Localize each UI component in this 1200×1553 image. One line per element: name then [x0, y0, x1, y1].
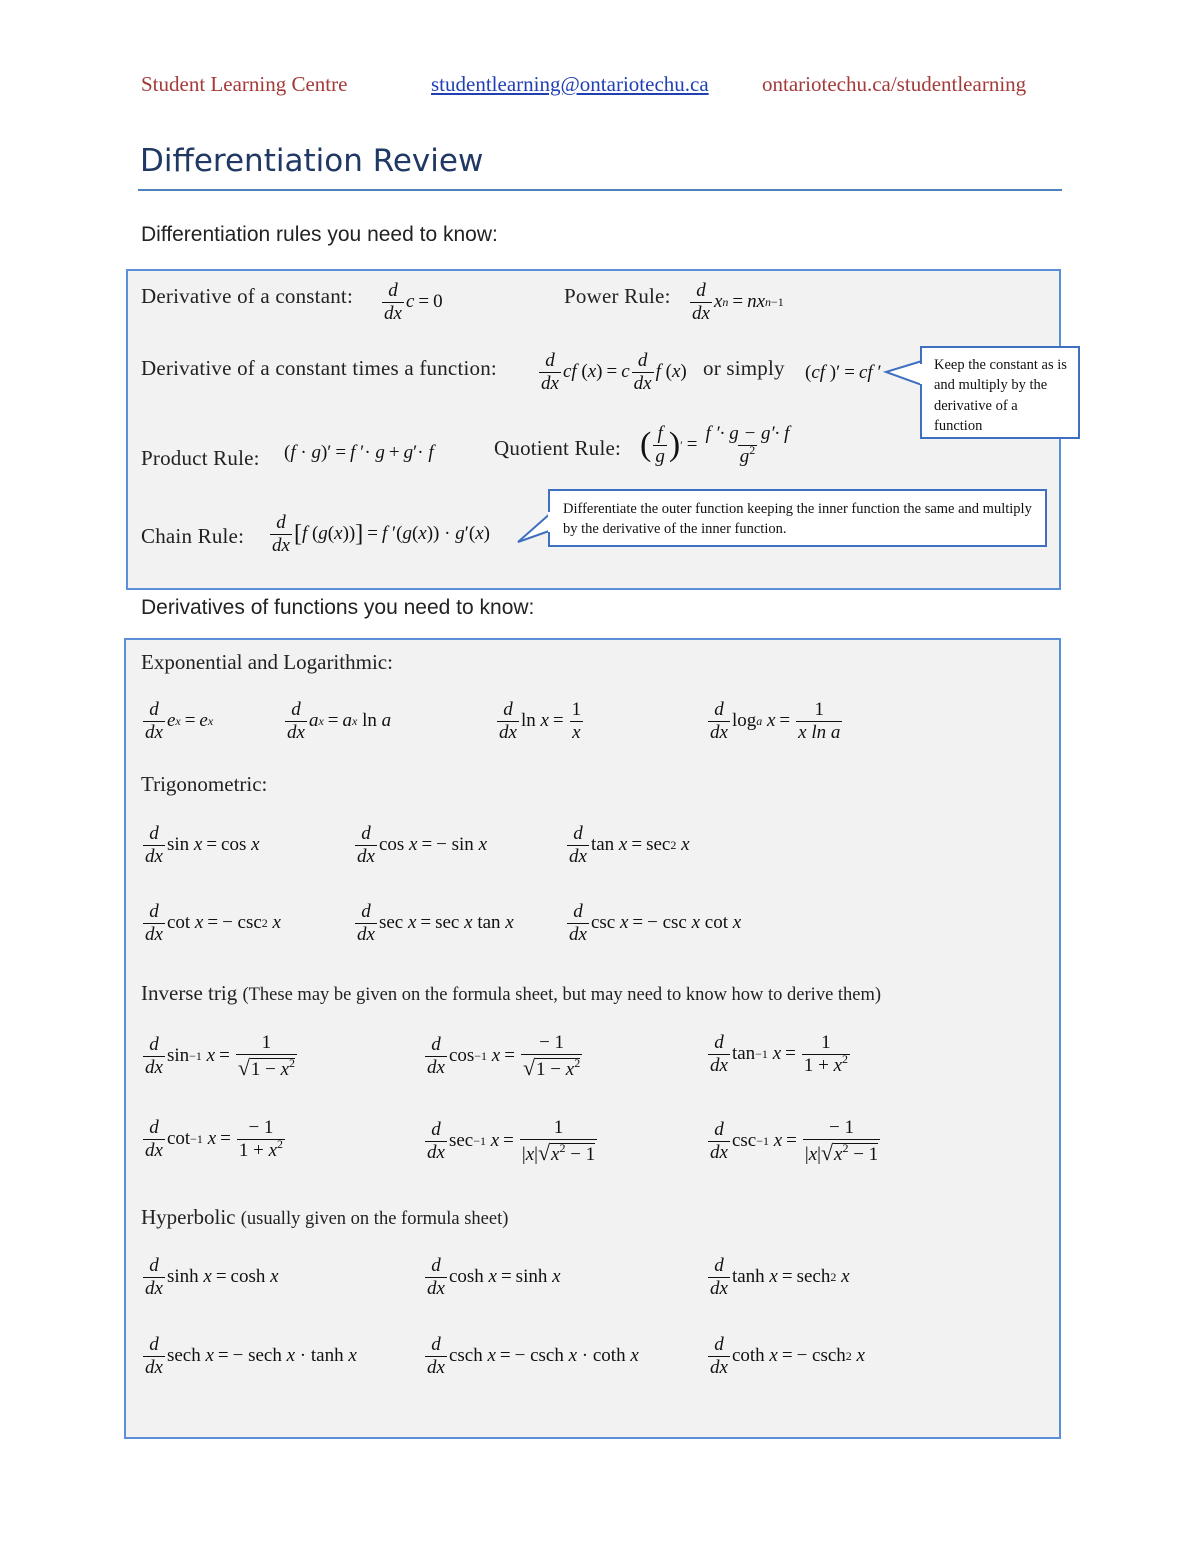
derivative-csc: $\frac{d}{dx}$ csc x = − csc x cot x — [569, 901, 742, 945]
functions-section-label: Derivatives of functions you need to know: — [141, 596, 535, 619]
quotient-rule-formula: ( $\frac{f}{g}$ ) ′ = $\frac{f '\cdot g - g'\cdot f}{g^2}$ — [640, 423, 790, 467]
constant-rule-formula: $\frac{d}{dx}$ c = 0 — [384, 280, 443, 324]
derivative-sin: $\frac{d}{dx}$ sin x = cos x — [145, 823, 260, 867]
derivative-tanh: $\frac{d}{dx}$ tanh x = sech 2 x — [710, 1255, 850, 1299]
derivative-tan: $\frac{d}{dx}$ tan x = sec 2 x — [569, 823, 690, 867]
chain-rule-formula: $\frac{d}{dx}$ [ f ( g ( x )) ] = f ′( g ( x )) · g ′( x ) — [272, 512, 490, 556]
inverse-trig-label: Inverse trig — [141, 981, 238, 1005]
derivative-ln: $\frac{d}{dx}$ ln x = $\frac{1}{x}$ — [499, 699, 582, 743]
rules-section-label: Differentiation rules you need to know: — [141, 223, 498, 246]
product-rule-formula: ( f · g )′ = f ′· g + g ′· f — [284, 442, 434, 463]
derivative-arccsc: $\frac{d}{dx}$ csc −1 x = $\frac{- 1}{|x|√x^2 - 1}$ — [710, 1117, 879, 1165]
derivative-cosh: $\frac{d}{dx}$ cosh x = sinh x — [427, 1255, 561, 1299]
header-website[interactable]: ontariotechu.ca/studentlearning — [762, 72, 1027, 96]
header-email-link[interactable]: studentlearning@ontariotechu.ca — [431, 72, 709, 96]
derivative-cot: $\frac{d}{dx}$ cot x = − csc 2 x — [145, 901, 281, 945]
power-rule-formula: $\frac{d}{dx}$ x n = nx n−1 — [692, 280, 784, 324]
derivative-log-a: $\frac{d}{dx}$ log a x = $\frac{1}{\text{x ln a}}$ — [710, 699, 841, 743]
hyperbolic-heading — [141, 1205, 508, 1230]
derivative-arcsec: $\frac{d}{dx}$ sec −1 x = $\frac{1}{|x|√x^2 - 1}$ — [427, 1117, 596, 1165]
derivative-sec: $\frac{d}{dx}$ sec x = sec x tan x — [357, 901, 514, 945]
hyperbolic-note: (usually given on the formula sheet) — [240, 1209, 509, 1229]
inverse-trig-note: (These may be given on the formula sheet, but may need to know how to derive them) — [242, 985, 882, 1005]
derivative-csch: $\frac{d}{dx}$ csch x = − csch x · coth x — [427, 1334, 639, 1378]
derivative-arccos: $\frac{d}{dx}$ cos −1 x = $\frac{- 1}{√1 - x^2}$ — [427, 1032, 581, 1080]
callout-chain: Differentiate the outer function keeping the inner function the same and multiply by the derivative of the inner function. — [548, 489, 1047, 547]
trig-heading: Trigonometric: — [141, 772, 268, 796]
product-rule-label: Product Rule: — [141, 446, 260, 470]
inverse-trig-heading — [141, 981, 881, 1006]
hyperbolic-label: Hyperbolic — [141, 1205, 236, 1229]
or-simply-text: or simply — [703, 356, 785, 380]
callout-constant: Keep the constant as is and multiply by the derivative of a function — [920, 346, 1080, 439]
page-title: Differentiation Review — [140, 143, 484, 179]
quotient-rule-label: Quotient Rule: — [494, 436, 622, 460]
derivative-sech: $\frac{d}{dx}$ sech x = − sech x · tanh x — [145, 1334, 357, 1378]
title-divider — [138, 189, 1062, 191]
power-rule-label: Power Rule: — [564, 284, 671, 308]
callout-pointer-constant — [884, 355, 924, 395]
derivative-exp-a: $\frac{d}{dx}$ a x = a x ln a — [287, 699, 392, 743]
derivative-arcsin: $\frac{d}{dx}$ sin −1 x = $\frac{1}{√1 - x^2}$ — [145, 1032, 296, 1080]
derivative-coth: $\frac{d}{dx}$ coth x = − csch 2 x — [710, 1334, 865, 1378]
constant-multiple-rule-formula: $\frac{d}{dx}$ cf ( x ) = c $\frac{d}{dx}$ f ( x ) — [541, 350, 687, 394]
callout-joint-chain — [548, 512, 552, 532]
constant-multiple-short-formula: ( cf )′ = cf ′ — [805, 362, 882, 383]
derivative-arccot: $\frac{d}{dx}$ cot −1 x = $\frac{- 1}{1 + x^2}$ — [145, 1117, 283, 1161]
derivative-cos: $\frac{d}{dx}$ cos x = − sin x — [357, 823, 487, 867]
derivative-sinh: $\frac{d}{dx}$ sinh x = cosh x — [145, 1255, 279, 1299]
header-org: Student Learning Centre — [141, 72, 348, 96]
derivative-exp-e: $\frac{d}{dx}$ e x = e x — [145, 699, 214, 743]
callout-joint-constant — [920, 364, 924, 384]
constant-rule-label: Derivative of a constant: — [141, 284, 354, 308]
constant-multiple-rule-label: Derivative of a constant times a function: — [141, 356, 497, 380]
derivative-arctan: $\frac{d}{dx}$ tan −1 x = $\frac{1}{1 + x^2}$ — [710, 1032, 848, 1076]
chain-rule-label: Chain Rule: — [141, 524, 245, 548]
exp-log-heading: Exponential and Logarithmic: — [141, 650, 393, 674]
